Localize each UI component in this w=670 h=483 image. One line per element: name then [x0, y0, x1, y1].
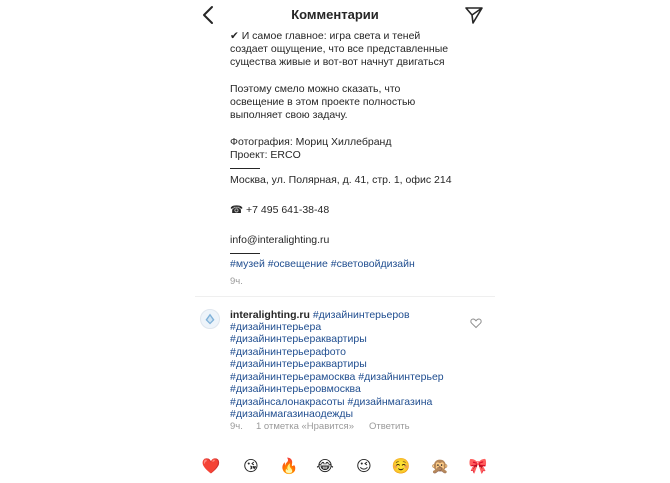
- caption-line: Фотография: Мориц Хиллебранд: [230, 136, 392, 148]
- comment-hashtag[interactable]: #дизайнинтерьераквартиры: [230, 333, 367, 345]
- caption-line: существа живые и вот-вот начнут двигаться: [230, 56, 445, 68]
- paper-plane-icon[interactable]: [464, 5, 484, 25]
- top-bar: [0, 0, 670, 30]
- comment-hashtag[interactable]: #дизайнинтерьерафото: [230, 346, 346, 358]
- caption-divider: [230, 253, 260, 254]
- caption-line: выполняет свою задачу.: [230, 109, 348, 121]
- comment-hashtag[interactable]: #дизайнсалонакрасоты #дизайнмагазина: [230, 396, 433, 408]
- comment-likes-link[interactable]: 1 отметка «Нравится»: [256, 421, 354, 432]
- like-heart-icon[interactable]: [470, 317, 482, 329]
- comment-hashtag[interactable]: #дизайнмагазинаодежды: [230, 408, 354, 420]
- caption-line: ✔ И самое главное: игра света и теней: [230, 30, 421, 42]
- post-time: 9ч.: [230, 276, 243, 287]
- fire-emoji-button[interactable]: 🔥: [279, 457, 299, 475]
- address-line: Москва, ул. Полярная, д. 41, стр. 1, офис 214: [230, 174, 452, 186]
- laugh-emoji-button[interactable]: 😂: [316, 457, 334, 475]
- comment-hashtag[interactable]: #дизайнинтерьераквартиры: [230, 358, 367, 370]
- comment-hashtag[interactable]: #дизайнинтерьеров: [309, 309, 410, 321]
- comment-hashtag[interactable]: #дизайнинтерьера: [230, 321, 322, 333]
- comment-time: 9ч.: [230, 421, 243, 432]
- caption-line: Поэтому смело можно сказать, что: [230, 83, 401, 95]
- heart-emoji-button[interactable]: ❤️: [201, 457, 221, 475]
- comment-hashtag[interactable]: #дизайнинтерьеровмосква: [230, 383, 361, 395]
- avatar[interactable]: [200, 309, 220, 329]
- post-hashtags[interactable]: #музей #освещение #световойдизайн: [230, 258, 415, 270]
- comment-username[interactable]: interalighting.ru: [230, 309, 310, 321]
- caption-line: освещение в этом проекте полностью: [230, 96, 416, 108]
- caption-line: Проект: ERCO: [230, 149, 301, 161]
- reply-button[interactable]: Ответить: [369, 421, 410, 432]
- comment-hashtag[interactable]: #дизайнинтерьерамосква #дизайнинтерьер: [230, 371, 444, 383]
- smile-emoji-button[interactable]: ☺️: [391, 457, 411, 475]
- monkey-emoji-button[interactable]: 🙊: [430, 457, 450, 475]
- caption-divider: [230, 168, 260, 169]
- ribbon-emoji-button[interactable]: 🎀: [468, 457, 488, 475]
- comment-first-line: [230, 309, 410, 321]
- section-divider: [195, 296, 495, 297]
- email-line: info@interalighting.ru: [230, 234, 330, 246]
- kiss-emoji-button[interactable]: 😘: [243, 457, 259, 475]
- phone-line: ☎ +7 495 641-38-48: [230, 204, 330, 216]
- page-title: Комментарии: [291, 7, 379, 22]
- emoji-quick-bar: [190, 455, 510, 477]
- wink-emoji-button[interactable]: 😉: [356, 457, 372, 475]
- caption-line: создает ощущение, что все представленные: [230, 43, 449, 55]
